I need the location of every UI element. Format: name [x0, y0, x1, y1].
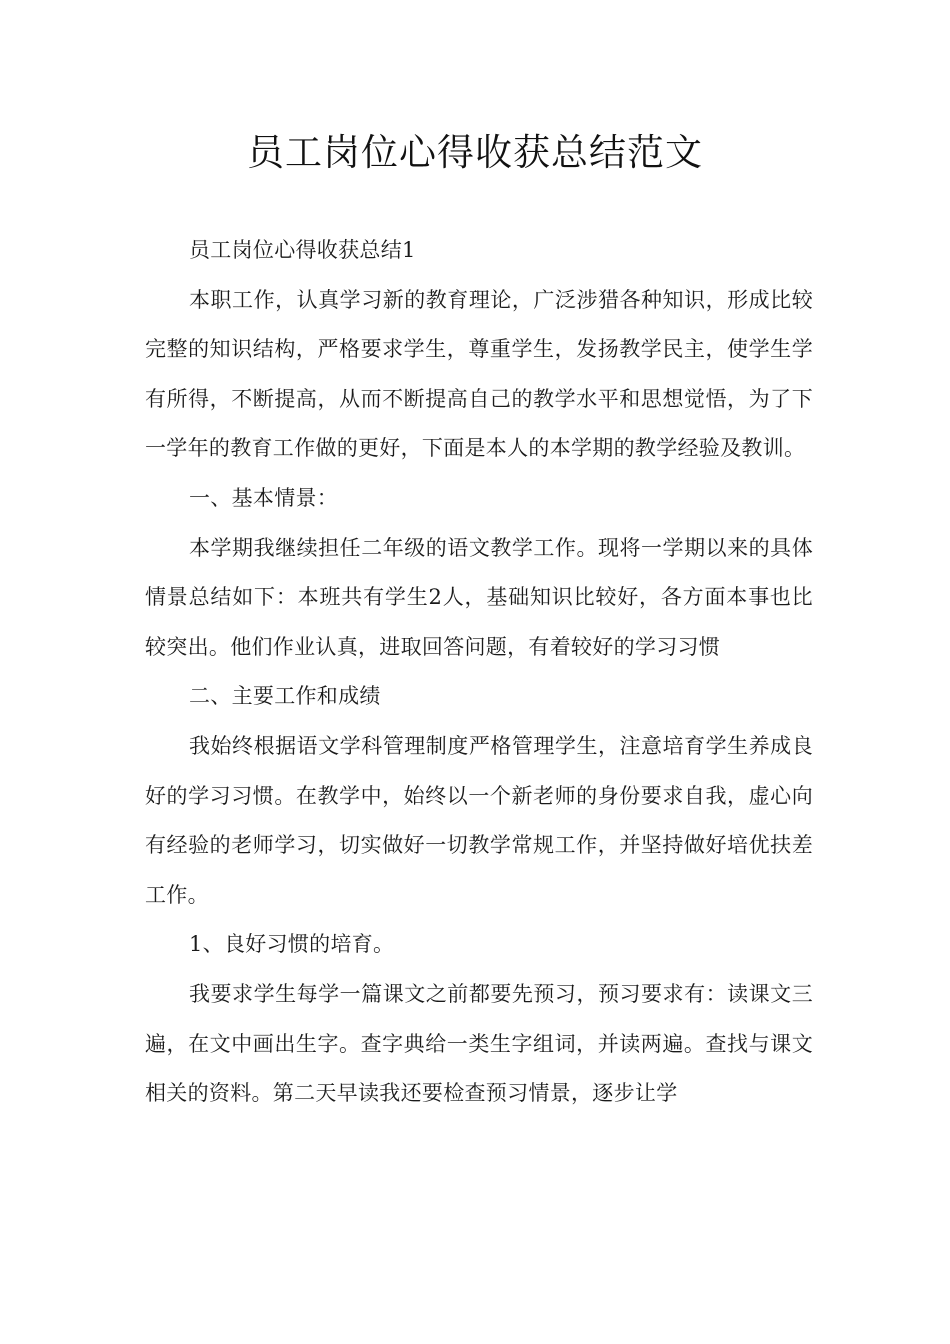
document-body	[145, 226, 813, 1119]
paragraph: 本学期我继续担任二年级的语文教学工作。现将一学期以来的具体情景总结如下：本班共有学生2人，基础知识比较好，各方面本事也比较突出。他们作业认真，进取回答问题，有着较好的学习习惯	[145, 535, 813, 659]
section-heading: 1、良好习惯的培育。	[189, 932, 395, 957]
document-title: 员工岗位心得收获总结范文	[247, 131, 703, 174]
section-heading: 二、主要工作和成绩	[189, 684, 381, 709]
paragraph: 本职工作，认真学习新的教育理论，广泛涉猎各种知识，形成比较完整的知识结构，严格要求学生，尊重学生，发扬教学民主，使学生学有所得，不断提高，从而不断提高自己的教学水平和思想觉悟，为了下一学年的教育工作做的更好，下面是本人的本学期的教学经验及教训。	[145, 287, 813, 461]
paragraph: 我要求学生每学一篇课文之前都要先预习，预习要求有：读课文三遍，在文中画出生字。查字典给一类生字组词，并读两遍。查找与课文相关的资料。第二天早读我还要检查预习情景，逐步让学	[145, 981, 813, 1106]
section-heading: 员工岗位心得收获总结1	[189, 238, 416, 262]
section-heading: 一、基本情景：	[189, 485, 339, 510]
paragraph: 我始终根据语文学科管理制度严格管理学生，注意培育学生养成良好的学习习惯。在教学中，始终以一个新老师的身份要求自我，虚心向有经验的老师学习，切实做好一切教学常规工作，并坚持做好培优扶差工作。	[145, 733, 813, 907]
